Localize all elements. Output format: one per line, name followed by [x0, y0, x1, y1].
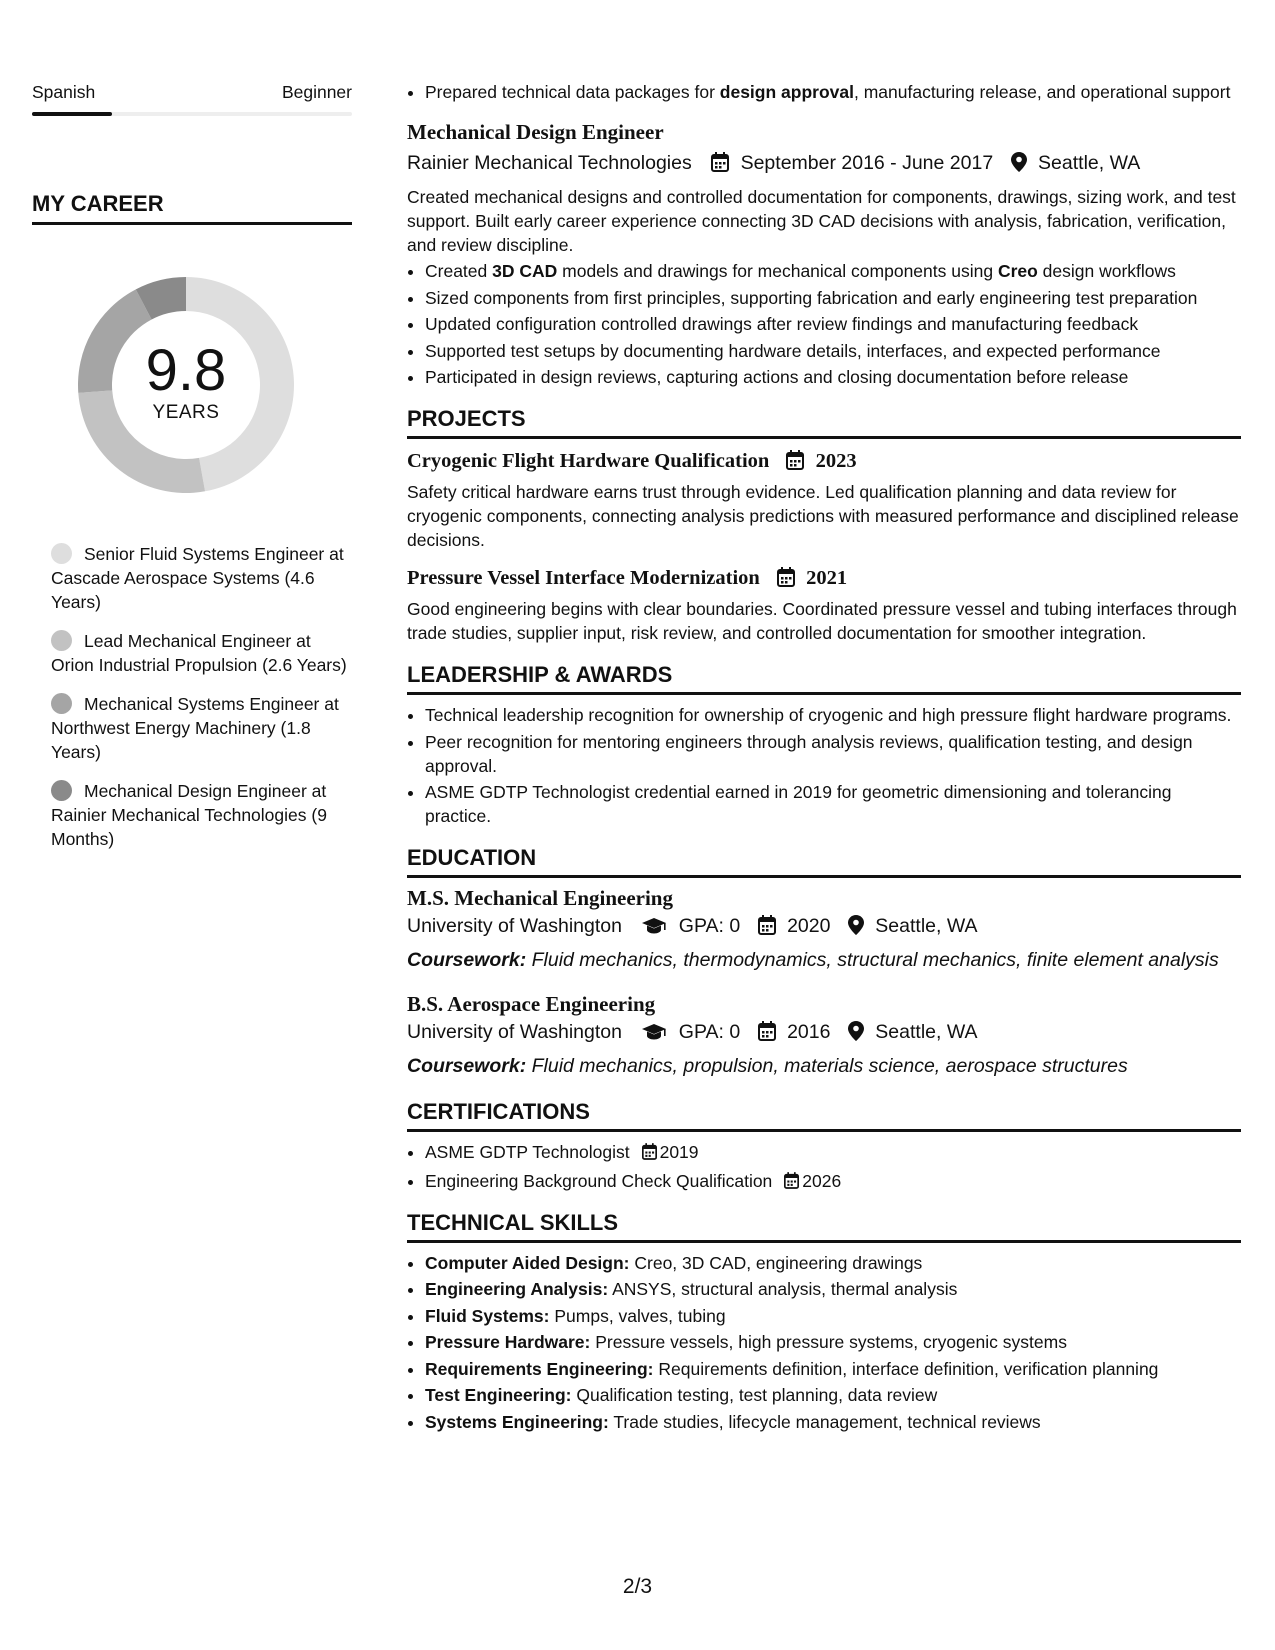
coursework	[407, 1054, 1241, 1078]
certification-name: ASME GDTP Technologist	[425, 1142, 630, 1162]
bullet-text: , manufacturing release, and operational support	[853, 82, 1231, 102]
coursework-label: Coursework:	[407, 949, 527, 971]
career-total-years: 9.8	[145, 338, 227, 403]
bullet-bold: design approval	[719, 82, 854, 102]
skill-label: Computer Aided Design:	[425, 1252, 630, 1273]
bullet-text: Prepared technical data packages for	[425, 82, 720, 102]
coursework-text: Fluid mechanics, propulsion, materials science, aerospace structures	[531, 1055, 1128, 1077]
experience-bullet: • Updated configuration controlled drawings after review findings and manufacturing feedback	[425, 312, 1241, 336]
sidebar	[32, 80, 352, 866]
skill-label: Fluid Systems:	[425, 1305, 550, 1326]
legend-dot	[51, 543, 72, 564]
project-title-row	[407, 447, 1241, 478]
project-title-row	[407, 564, 1241, 595]
skill-item	[425, 1357, 1241, 1381]
experience-bullet	[425, 80, 1241, 104]
location-pin-icon	[848, 1021, 864, 1049]
bullet-text: models and drawings for mechanical components using	[557, 261, 998, 281]
role-meta	[407, 149, 1241, 180]
bullet-text: design workflows	[1037, 261, 1176, 281]
calendar-icon	[777, 567, 795, 595]
career-total-unit: YEARS	[152, 402, 220, 423]
skill-item	[425, 1277, 1241, 1301]
leadership-heading: LEADERSHIP & AWARDS	[407, 661, 1241, 695]
gpa: GPA: 0	[678, 1021, 741, 1043]
legend-item	[51, 629, 352, 677]
certification-year: 2019	[659, 1142, 699, 1162]
experience-carryover-list	[407, 80, 1241, 104]
role-title: Mechanical Design Engineer	[407, 120, 664, 144]
skill-value: Requirements definition, interface definition, verification planning	[658, 1358, 1159, 1379]
legend-item	[51, 779, 352, 851]
language-level: Beginner	[281, 82, 352, 102]
leadership-item: • ASME GDTP Technologist credential earned in 2019 for geometric dimensioning and tolerancing practice.	[425, 780, 1241, 828]
skill-label: Systems Engineering:	[425, 1411, 609, 1432]
education-meta	[407, 912, 1241, 943]
skill-value: Creo, 3D CAD, engineering drawings	[634, 1252, 923, 1273]
calendar-icon	[642, 1142, 657, 1166]
skill-value: Qualification testing, test planning, data review	[576, 1385, 938, 1405]
experience-bullet: • Supported test setups by documenting hardware details, interfaces, and expected performance	[425, 339, 1241, 363]
school-location: Seattle, WA	[875, 915, 978, 937]
career-heading: MY CAREER	[32, 190, 352, 225]
language-proficiency-fill	[32, 112, 112, 116]
skill-item	[425, 1383, 1241, 1407]
certification-item	[425, 1140, 1241, 1166]
skill-item	[425, 1304, 1241, 1328]
project-description: Good engineering begins with clear boundaries. Coordinated pressure vessel and tubing interfaces through trade studies, supplier input, risk review, and controlled documentation for smoother integration.	[407, 599, 1237, 643]
certifications-list	[407, 1140, 1241, 1195]
skill-label: Pressure Hardware:	[425, 1332, 591, 1352]
coursework-text: Fluid mechanics, thermodynamics, structural mechanics, finite element analysis	[531, 949, 1219, 971]
certification-year: 2026	[802, 1170, 842, 1191]
skill-value: Pumps, valves, tubing	[554, 1305, 726, 1326]
legend-item	[51, 692, 352, 764]
graduation-year: 2016	[787, 1021, 831, 1043]
bullet-bold: Creo	[997, 261, 1038, 281]
calendar-icon	[758, 1021, 776, 1049]
legend-label: Lead Mechanical Engineer at Orion Industrial Propulsion (2.6 Years)	[51, 631, 347, 675]
graduation-cap-icon	[641, 1021, 667, 1049]
role-location: Seattle, WA	[1038, 152, 1141, 174]
leadership-item: • Technical leadership recognition for ownership of cryogenic and high pressure flight hardware programs.	[425, 703, 1241, 727]
gpa: GPA: 0	[678, 915, 741, 937]
coursework	[407, 948, 1241, 972]
degree-title: M.S. Mechanical Engineering	[407, 886, 673, 910]
legend-dot	[51, 630, 72, 651]
calendar-icon	[786, 450, 804, 478]
career-legend	[32, 542, 352, 851]
project-description: Safety critical hardware earns trust through evidence. Led qualification planning and data review for cryogenic components, connecting analysis predictions with measured performance and disciplined release decisions.	[407, 482, 1239, 550]
calendar-icon	[758, 915, 776, 943]
legend-label: Mechanical Design Engineer at Rainier Mechanical Technologies (9 Months)	[51, 781, 327, 849]
project-year: 2023	[815, 450, 857, 472]
language-row	[32, 80, 352, 104]
skill-item	[425, 1330, 1241, 1354]
skill-value: ANSYS, structural analysis, thermal analysis	[612, 1279, 958, 1299]
skill-label: Engineering Analysis:	[425, 1279, 609, 1299]
school-name: University of Washington	[407, 1021, 622, 1043]
skills-heading: TECHNICAL SKILLS	[407, 1209, 1241, 1243]
page-number: 2/3	[622, 1575, 653, 1598]
certification-item	[425, 1169, 1241, 1195]
experience-bullet: • Sized components from first principles, supporting fabrication and early engineering test preparation	[425, 286, 1241, 310]
project-title: Pressure Vessel Interface Modernization	[407, 567, 760, 589]
donut-center	[66, 265, 306, 505]
graduation-year: 2020	[787, 915, 831, 937]
legend-dot	[51, 693, 72, 714]
degree-title: B.S. Aerospace Engineering	[407, 992, 656, 1016]
project-year: 2021	[806, 567, 848, 589]
education-meta	[407, 1018, 1241, 1049]
language-proficiency-bar	[32, 112, 352, 116]
bullet-text: Created	[425, 261, 493, 281]
bullet-bold: 3D CAD	[492, 261, 558, 281]
graduation-cap-icon	[641, 915, 667, 943]
role-summary: Created mechanical designs and controlled documentation for components, drawings, sizing work, and test support. Built early career experience connecting 3D CAD decisions with analysis, fabrication, verification, and review discipline.	[407, 187, 1236, 255]
school-location: Seattle, WA	[875, 1021, 978, 1043]
skill-item	[425, 1251, 1241, 1275]
language-name: Spanish	[32, 82, 96, 102]
leadership-item: • Peer recognition for mentoring engineers through analysis reviews, qualification testing, and design approval.	[425, 730, 1241, 778]
location-pin-icon	[848, 915, 864, 943]
education-heading: EDUCATION	[407, 844, 1241, 878]
skills-list	[407, 1251, 1241, 1434]
legend-label: Mechanical Systems Engineer at Northwest Energy Machinery (1.8 Years)	[51, 694, 339, 762]
projects-heading: PROJECTS	[407, 405, 1241, 439]
project-title: Cryogenic Flight Hardware Qualification	[407, 450, 770, 472]
role-dates: September 2016 - June 2017	[740, 152, 994, 174]
leadership-list	[407, 703, 1241, 828]
skill-label: Test Engineering:	[425, 1385, 572, 1405]
legend-item	[51, 542, 352, 614]
location-pin-icon	[1011, 152, 1027, 180]
school-name: University of Washington	[407, 915, 622, 937]
role-bullets	[407, 259, 1241, 389]
legend-label: Senior Fluid Systems Engineer at Cascade Aerospace Systems (4.6 Years)	[51, 544, 344, 612]
calendar-icon	[784, 1171, 799, 1195]
career-donut-chart	[32, 265, 320, 505]
main-column	[407, 80, 1241, 1436]
coursework-label: Coursework:	[407, 1055, 527, 1077]
skill-value: Pressure vessels, high pressure systems, cryogenic systems	[595, 1332, 1067, 1352]
experience-bullet	[425, 259, 1241, 283]
role-company: Rainier Mechanical Technologies	[407, 152, 692, 174]
experience-bullet: • Participated in design reviews, capturing actions and closing documentation before release	[425, 365, 1241, 389]
certifications-heading: CERTIFICATIONS	[407, 1098, 1241, 1132]
legend-dot	[51, 780, 72, 801]
calendar-icon	[711, 152, 729, 180]
certification-name: Engineering Background Check Qualification	[425, 1170, 773, 1191]
skill-value: Trade studies, lifecycle management, technical reviews	[613, 1411, 1041, 1432]
skill-label: Requirements Engineering:	[425, 1358, 654, 1379]
skill-item	[425, 1410, 1241, 1434]
